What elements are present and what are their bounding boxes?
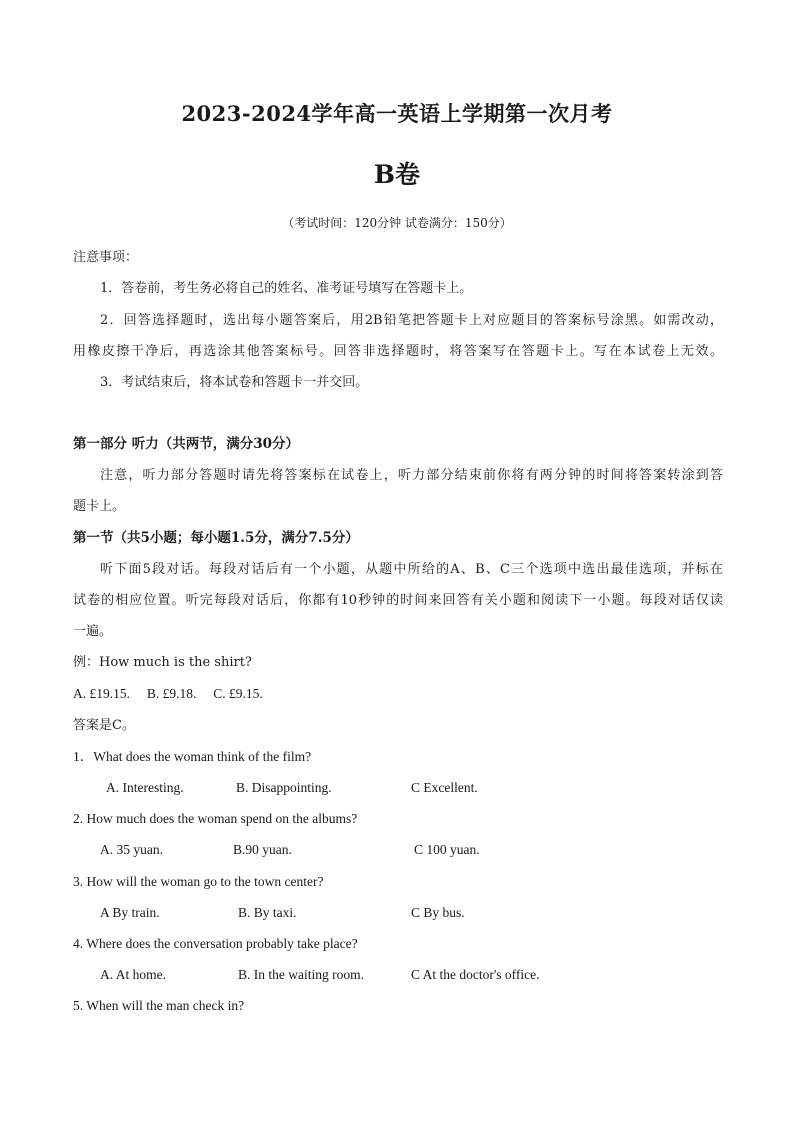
question-1: 1．What does the woman think of the film? bbox=[73, 749, 312, 764]
notes-heading: 注意事项： bbox=[73, 250, 139, 265]
part1-note-line-1: 注意，听力部分答题时请先将答案标在试卷上，听力部分结束前你将有两分钟的时间将答案转涂到答 bbox=[100, 468, 723, 483]
example-answer: 答案是C。 bbox=[73, 718, 135, 733]
question-4-option-b: B. In the waiting room. bbox=[238, 967, 364, 982]
notes-item-3: 3．考试结束后，将本试卷和答题卡一并交回。 bbox=[100, 375, 369, 390]
question-3-option-a: A By train. bbox=[100, 905, 160, 920]
exam-time-info: （考试时间：120分钟 试卷满分：150分） bbox=[282, 216, 512, 230]
question-4-option-a: A. At home. bbox=[100, 967, 166, 982]
exam-title: 2023-2024学年高一英语上学期第一次月考 bbox=[181, 101, 613, 126]
question-4-option-c: C At the doctor's office. bbox=[411, 967, 540, 982]
exam-subtitle: B卷 bbox=[373, 160, 421, 189]
example-options: A. £19.15. B. £9.18. C. £9.15. bbox=[73, 686, 263, 701]
question-3: 3. How will the woman go to the town center? bbox=[73, 874, 324, 889]
question-1-option-b: B. Disappointing. bbox=[236, 780, 332, 795]
question-2-option-c: C 100 yuan. bbox=[414, 842, 480, 857]
question-4: 4. Where does the conversation probably take place? bbox=[73, 936, 358, 951]
part1-heading: 第一部分 听力（共两节，满分30分） bbox=[73, 436, 299, 452]
question-2-option-a: A. 35 yuan. bbox=[100, 842, 163, 857]
question-1-option-c: C Excellent. bbox=[411, 780, 478, 795]
example-question: 例：How much is the shirt? bbox=[73, 655, 252, 670]
section1-instr-line-3: 一遍。 bbox=[73, 624, 113, 639]
notes-item-2-line-2: 用橡皮擦干净后，再选涂其他答案标号。回答非选择题时，将答案写在答题卡上。写在本试卷上无效。 bbox=[73, 344, 723, 359]
section1-instr-line-1: 听下面5段对话。每段对话后有一个小题，从题中所给的A、B、C三个选项中选出最佳选项，并标在 bbox=[100, 562, 723, 577]
notes-item-2-line-1: 2．回答选择题时，选出每小题答案后，用2B铅笔把答题卡上对应题目的答案标号涂黑。如需改动， bbox=[100, 313, 723, 328]
question-2: 2. How much does the woman spend on the albums? bbox=[73, 811, 358, 826]
part1-note-line-2: 题卡上。 bbox=[73, 499, 126, 514]
question-2-option-b: B.90 yuan. bbox=[233, 842, 292, 857]
section1-heading: 第一节（共5小题；每小题1.5分，满分7.5分） bbox=[73, 530, 359, 546]
notes-item-1: 1．答卷前，考生务必将自己的姓名、准考证号填写在答题卡上。 bbox=[100, 281, 473, 296]
section1-instr-line-2: 试卷的相应位置。听完每段对话后，你都有10秒钟的时间来回答有关小题和阅读下一小题。每段对话仅读 bbox=[73, 593, 723, 608]
question-3-option-c: C By bus. bbox=[411, 905, 465, 920]
question-1-option-a: A. Interesting. bbox=[106, 780, 184, 795]
question-3-option-b: B. By taxi. bbox=[238, 905, 297, 920]
question-5: 5. When will the man check in? bbox=[73, 998, 245, 1013]
